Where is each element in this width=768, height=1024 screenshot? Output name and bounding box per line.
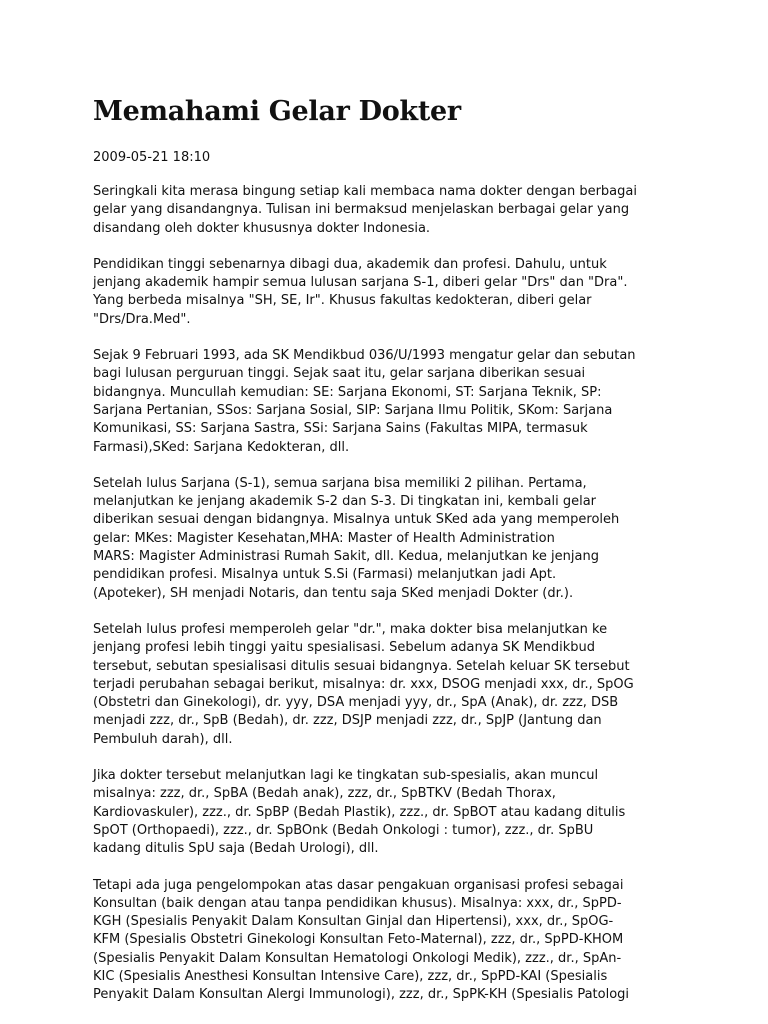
paragraph-consultant: Tetapi ada juga pengelompokan atas dasar pengakuan organisasi profesi sebagai Konsultan (baik dengan atau tanpa pendidikan khusus). Misalnya: xxx, dr., SpPD- KGH (Spesialis Penyakit Dalam Konsultan Ginjal dan Hipertensi), xxx, dr., SpOG- KFM (Spesialis Obstetri Ginekologi Konsultan Feto-Maternal), zzz, dr., SpPD-KHOM (Spesialis Penyakit Dalam Konsultan Hematologi Onkologi Medik), zzz., dr., SpAn- KIC (Spesialis Anesthesi Konsultan Intensive Care), zzz, dr., SpPD-KAI (Spesialis Penyakit Dalam Konsultan Alergi Immunologi), zzz, dr., SpPK-KH (Spesialis Patologi [93, 877, 630, 1003]
paragraph-sub-specialist: Jika dokter tersebut melanjutkan lagi ke tingkatan sub-spesialis, akan muncul misalnya: zzz, dr., SpBA (Bedah anak), zzz, dr., SpBTKV (Bedah Thorax, Kardiovaskuler), zzz., dr. SpBP (Bedah Plastik), zzz., dr. SpBOT atau kadang ditulis SpOT (Orthopaedi), zzz., dr. SpBOnk (Bedah Onkologi : tumor), zzz., dr. SpBU kadang ditulis SpU saja (Bedah Urologi), dll. [93, 768, 626, 857]
paragraph-sk-mendikbud: Sejak 9 Februari 1993, ada SK Mendikbud 036/U/1993 mengatur gelar dan sebutan bagi lulusan perguruan tinggi. Sejak saat itu, gelar sarjana diberikan sesuai bidangnya. Muncullah kemudian: SE: Sarjana Ekonomi, ST: Sarjana Teknik, SP: Sarjana Pertanian, SSos: Sarjana Sosial, SIP: Sarjana Ilmu Politik, SKom: Sarjana Komunikasi, SS: Sarjana Sastra, SSi: Sarjana Sains (Fakultas MIPA, termasuk Farmasi),SKed: Sarjana Kedokteran, dll. [93, 348, 636, 455]
page-title: Memahami Gelar Dokter [93, 96, 461, 127]
post-date: 2009-05-21 18:10 [93, 150, 211, 165]
paragraph-intro: Seringkali kita merasa bingung setiap kali membaca nama dokter dengan berbagai gelar yang disandangnya. Tulisan ini bermaksud menjelaskan berbagai gelar yang disandang oleh dokter khususnya dokter Indonesia. [93, 184, 637, 236]
paragraph-after-bachelor: Setelah lulus Sarjana (S-1), semua sarjana bisa memiliki 2 pilihan. Pertama, melanjutkan ke jenjang akademik S-2 dan S-3. Di tingkatan ini, kembali gelar diberikan sesuai dengan bidangnya. Misalnya untuk SKed ada yang memperoleh gelar: MKes: Magister Kesehatan,MHA: Master of Health Administration MARS: Magister Administrasi Rumah Sakit, dll. Kedua, melanjutkan ke jenjang pendidikan profesi. Misalnya untuk S.Si (Farmasi) melanjutkan jadi Apt. (Apoteker), SH menjadi Notaris, dan tentu saja SKed menjadi Dokter (dr.). [93, 475, 620, 601]
paragraph-education: Pendidikan tinggi sebenarnya dibagi dua, akademik dan profesi. Dahulu, untuk jenjang akademik hampir semua lulusan sarjana S-1, diberi gelar "Drs" dan "Dra". Yang berbeda misalnya "SH, SE, Ir". Khusus fakultas kedokteran, diberi gelar "Drs/Dra.Med". [93, 256, 628, 327]
paragraph-specialization: Setelah lulus profesi memperoleh gelar "dr.", maka dokter bisa melanjutkan ke jenjang profesi lebih tinggi yaitu spesialisasi. Sebelum adanya SK Mendikbud tersebut, sebutan spesialisasi ditulis sesuai bidangnya. Setelah keluar SK tersebut terjadi perubahan sebagai berikut, misalnya: dr. xxx, DSOG menjadi xxx, dr., SpOG (Obstetri dan Ginekologi), dr. yyy, DSA menjadi yyy, dr., SpA (Anak), dr. zzz, DSB menjadi zzz, dr., SpB (Bedah), dr. zzz, DSJP menjadi zzz, dr., SpJP (Jantung dan Pembuluh darah), dll. [93, 621, 634, 747]
article [93, 95, 673, 1005]
